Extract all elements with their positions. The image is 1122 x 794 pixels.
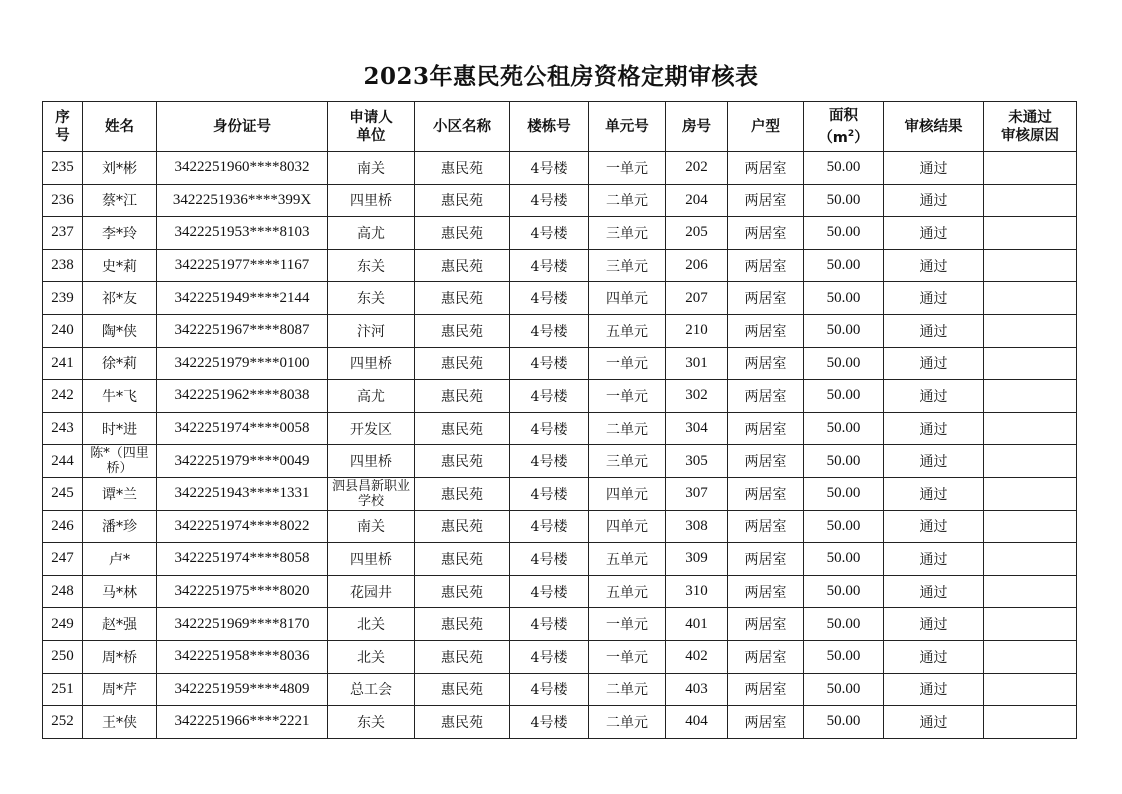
table-row: [43, 510, 1077, 543]
cell-reason: [984, 249, 1077, 282]
cell-seq: 235: [43, 152, 83, 185]
cell-applicant-unit: 南关: [328, 510, 415, 543]
cell-reason: [984, 477, 1077, 510]
header-reason: 未通过 审核原因: [984, 102, 1077, 152]
cell-applicant-unit: 高尤: [328, 217, 415, 250]
cell-applicant-unit: 四里桥: [328, 445, 415, 478]
cell-seq: 242: [43, 380, 83, 413]
table-row: [43, 347, 1077, 380]
cell-community: 惠民苑: [415, 184, 510, 217]
cell-reason: [984, 412, 1077, 445]
cell-name: 周*芹: [83, 673, 157, 706]
cell-building: 4号楼: [510, 575, 589, 608]
cell-area: 50.00: [804, 640, 884, 673]
cell-seq: 239: [43, 282, 83, 315]
cell-reason: [984, 673, 1077, 706]
cell-unit-no: 一单元: [589, 608, 666, 641]
cell-unit-no: 三单元: [589, 249, 666, 282]
cell-unit-no: 三单元: [589, 445, 666, 478]
cell-community: 惠民苑: [415, 640, 510, 673]
header-unit: 申请人 单位: [328, 102, 415, 152]
cell-unit-no: 四单元: [589, 510, 666, 543]
cell-id-number: 3422251977****1167: [157, 249, 328, 282]
cell-seq: 244: [43, 445, 83, 478]
cell-room: 309: [666, 543, 728, 576]
cell-layout: 两居室: [728, 282, 804, 315]
cell-building: 4号楼: [510, 706, 589, 739]
cell-layout: 两居室: [728, 543, 804, 576]
cell-id-number: 3422251966****2221: [157, 706, 328, 739]
cell-unit-no: 二单元: [589, 184, 666, 217]
cell-unit-no: 五单元: [589, 543, 666, 576]
cell-building: 4号楼: [510, 608, 589, 641]
cell-applicant-unit: 开发区: [328, 412, 415, 445]
cell-reason: [984, 217, 1077, 250]
cell-id-number: 3422251979****0049: [157, 445, 328, 478]
cell-name: 卢*: [83, 543, 157, 576]
table-row: [43, 282, 1077, 315]
cell-building: 4号楼: [510, 184, 589, 217]
cell-result: 通过: [884, 445, 984, 478]
cell-area: 50.00: [804, 510, 884, 543]
cell-name: 赵*强: [83, 608, 157, 641]
cell-area: 50.00: [804, 347, 884, 380]
cell-community: 惠民苑: [415, 575, 510, 608]
cell-id-number: 3422251949****2144: [157, 282, 328, 315]
cell-reason: [984, 314, 1077, 347]
cell-building: 4号楼: [510, 510, 589, 543]
cell-applicant-unit: 东关: [328, 249, 415, 282]
cell-applicant-unit: 高尤: [328, 380, 415, 413]
cell-name: 马*林: [83, 575, 157, 608]
cell-area: 50.00: [804, 543, 884, 576]
cell-name: 刘*彬: [83, 152, 157, 185]
cell-area: 50.00: [804, 608, 884, 641]
cell-unit-no: 四单元: [589, 282, 666, 315]
cell-name: 王*侠: [83, 706, 157, 739]
cell-id-number: 3422251962****8038: [157, 380, 328, 413]
cell-seq: 240: [43, 314, 83, 347]
table-row: [43, 217, 1077, 250]
cell-community: 惠民苑: [415, 380, 510, 413]
cell-id-number: 3422251943****1331: [157, 477, 328, 510]
cell-id-number: 3422251967****8087: [157, 314, 328, 347]
cell-result: 通过: [884, 477, 984, 510]
cell-applicant-unit: 北关: [328, 640, 415, 673]
header-building: 楼栋号: [510, 102, 589, 152]
cell-room: 308: [666, 510, 728, 543]
header-row: [43, 102, 1077, 152]
cell-result: 通过: [884, 347, 984, 380]
cell-unit-no: 二单元: [589, 673, 666, 706]
document-title: 2023年惠民苑公租房资格定期审核表: [363, 63, 759, 90]
cell-building: 4号楼: [510, 640, 589, 673]
cell-area: 50.00: [804, 673, 884, 706]
cell-seq: 252: [43, 706, 83, 739]
cell-room: 206: [666, 249, 728, 282]
table-row: [43, 152, 1077, 185]
cell-layout: 两居室: [728, 640, 804, 673]
cell-community: 惠民苑: [415, 706, 510, 739]
cell-building: 4号楼: [510, 445, 589, 478]
cell-community: 惠民苑: [415, 510, 510, 543]
cell-area: 50.00: [804, 380, 884, 413]
cell-community: 惠民苑: [415, 282, 510, 315]
cell-layout: 两居室: [728, 314, 804, 347]
cell-applicant-unit: 东关: [328, 282, 415, 315]
cell-area: 50.00: [804, 412, 884, 445]
cell-unit-no: 五单元: [589, 314, 666, 347]
cell-layout: 两居室: [728, 347, 804, 380]
cell-id-number: 3422251974****8058: [157, 543, 328, 576]
cell-result: 通过: [884, 543, 984, 576]
cell-name: 史*莉: [83, 249, 157, 282]
cell-area: 50.00: [804, 477, 884, 510]
cell-name: 蔡*江: [83, 184, 157, 217]
cell-name: 李*玲: [83, 217, 157, 250]
cell-name: 谭*兰: [83, 477, 157, 510]
cell-reason: [984, 706, 1077, 739]
header-name: 姓名: [83, 102, 157, 152]
cell-applicant-unit: 北关: [328, 608, 415, 641]
cell-room: 205: [666, 217, 728, 250]
table-row: [43, 380, 1077, 413]
cell-area: 50.00: [804, 445, 884, 478]
cell-building: 4号楼: [510, 543, 589, 576]
cell-room: 302: [666, 380, 728, 413]
cell-name: 牛*飞: [83, 380, 157, 413]
cell-id-number: 3422251979****0100: [157, 347, 328, 380]
cell-layout: 两居室: [728, 412, 804, 445]
cell-applicant-unit: 总工会: [328, 673, 415, 706]
cell-id-number: 3422251974****8022: [157, 510, 328, 543]
header-unit-no: 单元号: [589, 102, 666, 152]
header-seq: 序 号: [43, 102, 83, 152]
cell-seq: 241: [43, 347, 83, 380]
cell-seq: 249: [43, 608, 83, 641]
cell-layout: 两居室: [728, 152, 804, 185]
table-row: [43, 249, 1077, 282]
cell-id-number: 3422251953****8103: [157, 217, 328, 250]
cell-seq: 247: [43, 543, 83, 576]
table-row: [43, 608, 1077, 641]
cell-unit-no: 三单元: [589, 217, 666, 250]
cell-building: 4号楼: [510, 477, 589, 510]
cell-result: 通过: [884, 673, 984, 706]
header-layout: 户型: [728, 102, 804, 152]
cell-id-number: 3422251969****8170: [157, 608, 328, 641]
cell-layout: 两居室: [728, 445, 804, 478]
cell-seq: 250: [43, 640, 83, 673]
cell-unit-no: 二单元: [589, 412, 666, 445]
table-row: [43, 543, 1077, 576]
cell-reason: [984, 184, 1077, 217]
cell-name: 陶*侠: [83, 314, 157, 347]
cell-area: 50.00: [804, 217, 884, 250]
cell-reason: [984, 608, 1077, 641]
cell-room: 404: [666, 706, 728, 739]
cell-result: 通过: [884, 282, 984, 315]
cell-layout: 两居室: [728, 217, 804, 250]
header-room: 房号: [666, 102, 728, 152]
table-row: [43, 673, 1077, 706]
cell-name: 时*进: [83, 412, 157, 445]
table-row: [43, 477, 1077, 510]
cell-reason: [984, 282, 1077, 315]
cell-building: 4号楼: [510, 380, 589, 413]
cell-unit-no: 一单元: [589, 152, 666, 185]
table-row: [43, 640, 1077, 673]
cell-area: 50.00: [804, 314, 884, 347]
cell-building: 4号楼: [510, 314, 589, 347]
cell-seq: 251: [43, 673, 83, 706]
table-body: [43, 152, 1077, 739]
cell-reason: [984, 152, 1077, 185]
cell-seq: 243: [43, 412, 83, 445]
cell-result: 通过: [884, 314, 984, 347]
header-community: 小区名称: [415, 102, 510, 152]
cell-room: 304: [666, 412, 728, 445]
cell-building: 4号楼: [510, 673, 589, 706]
cell-applicant-unit: 花园井: [328, 575, 415, 608]
cell-room: 204: [666, 184, 728, 217]
cell-building: 4号楼: [510, 217, 589, 250]
cell-name: 陈*（四里桥）: [83, 445, 157, 478]
cell-applicant-unit: 东关: [328, 706, 415, 739]
cell-id-number: 3422251960****8032: [157, 152, 328, 185]
cell-area: 50.00: [804, 706, 884, 739]
cell-seq: 237: [43, 217, 83, 250]
cell-reason: [984, 543, 1077, 576]
cell-reason: [984, 445, 1077, 478]
cell-layout: 两居室: [728, 673, 804, 706]
cell-name: 祁*友: [83, 282, 157, 315]
cell-layout: 两居室: [728, 706, 804, 739]
cell-room: 305: [666, 445, 728, 478]
cell-result: 通过: [884, 380, 984, 413]
cell-room: 207: [666, 282, 728, 315]
cell-id-number: 3422251958****8036: [157, 640, 328, 673]
cell-area: 50.00: [804, 249, 884, 282]
cell-unit-no: 一单元: [589, 347, 666, 380]
cell-seq: 236: [43, 184, 83, 217]
cell-result: 通过: [884, 640, 984, 673]
cell-id-number: 3422251974****0058: [157, 412, 328, 445]
cell-room: 301: [666, 347, 728, 380]
cell-applicant-unit: 泗县昌新职业学校: [328, 477, 415, 510]
cell-unit-no: 四单元: [589, 477, 666, 510]
cell-area: 50.00: [804, 152, 884, 185]
cell-unit-no: 二单元: [589, 706, 666, 739]
table-row: [43, 706, 1077, 739]
cell-area: 50.00: [804, 282, 884, 315]
cell-reason: [984, 510, 1077, 543]
header-id: 身份证号: [157, 102, 328, 152]
cell-layout: 两居室: [728, 510, 804, 543]
cell-community: 惠民苑: [415, 543, 510, 576]
cell-applicant-unit: 四里桥: [328, 184, 415, 217]
cell-room: 307: [666, 477, 728, 510]
cell-unit-no: 一单元: [589, 380, 666, 413]
cell-building: 4号楼: [510, 412, 589, 445]
cell-layout: 两居室: [728, 608, 804, 641]
cell-id-number: 3422251959****4809: [157, 673, 328, 706]
cell-building: 4号楼: [510, 249, 589, 282]
cell-applicant-unit: 汴河: [328, 314, 415, 347]
table-row: [43, 314, 1077, 347]
cell-result: 通过: [884, 217, 984, 250]
cell-result: 通过: [884, 184, 984, 217]
cell-room: 210: [666, 314, 728, 347]
cell-room: 402: [666, 640, 728, 673]
cell-community: 惠民苑: [415, 249, 510, 282]
cell-seq: 248: [43, 575, 83, 608]
cell-applicant-unit: 南关: [328, 152, 415, 185]
cell-unit-no: 一单元: [589, 640, 666, 673]
table-row: [43, 412, 1077, 445]
cell-result: 通过: [884, 249, 984, 282]
cell-area: 50.00: [804, 184, 884, 217]
cell-community: 惠民苑: [415, 608, 510, 641]
cell-result: 通过: [884, 575, 984, 608]
cell-name: 徐*莉: [83, 347, 157, 380]
cell-community: 惠民苑: [415, 152, 510, 185]
cell-community: 惠民苑: [415, 445, 510, 478]
cell-area: 50.00: [804, 575, 884, 608]
cell-reason: [984, 575, 1077, 608]
cell-community: 惠民苑: [415, 477, 510, 510]
cell-applicant-unit: 四里桥: [328, 543, 415, 576]
cell-result: 通过: [884, 412, 984, 445]
cell-room: 401: [666, 608, 728, 641]
cell-reason: [984, 380, 1077, 413]
cell-layout: 两居室: [728, 249, 804, 282]
cell-seq: 245: [43, 477, 83, 510]
review-table: [42, 101, 1077, 739]
cell-community: 惠民苑: [415, 314, 510, 347]
cell-seq: 238: [43, 249, 83, 282]
cell-community: 惠民苑: [415, 217, 510, 250]
cell-room: 202: [666, 152, 728, 185]
cell-building: 4号楼: [510, 152, 589, 185]
cell-layout: 两居室: [728, 380, 804, 413]
cell-layout: 两居室: [728, 575, 804, 608]
cell-result: 通过: [884, 152, 984, 185]
table-row: [43, 445, 1077, 478]
cell-result: 通过: [884, 706, 984, 739]
cell-result: 通过: [884, 608, 984, 641]
cell-name: 周*桥: [83, 640, 157, 673]
cell-room: 403: [666, 673, 728, 706]
cell-community: 惠民苑: [415, 412, 510, 445]
cell-community: 惠民苑: [415, 673, 510, 706]
cell-id-number: 3422251936****399X: [157, 184, 328, 217]
cell-building: 4号楼: [510, 347, 589, 380]
cell-seq: 246: [43, 510, 83, 543]
table-row: [43, 575, 1077, 608]
cell-room: 310: [666, 575, 728, 608]
header-result: 审核结果: [884, 102, 984, 152]
cell-layout: 两居室: [728, 477, 804, 510]
header-area: 面积 $(m^2)$: [804, 102, 884, 152]
cell-applicant-unit: 四里桥: [328, 347, 415, 380]
cell-result: 通过: [884, 510, 984, 543]
cell-building: 4号楼: [510, 282, 589, 315]
cell-layout: 两居室: [728, 184, 804, 217]
table-row: [43, 184, 1077, 217]
cell-id-number: 3422251975****8020: [157, 575, 328, 608]
cell-reason: [984, 347, 1077, 380]
cell-reason: [984, 640, 1077, 673]
cell-community: 惠民苑: [415, 347, 510, 380]
cell-unit-no: 五单元: [589, 575, 666, 608]
cell-name: 潘*珍: [83, 510, 157, 543]
